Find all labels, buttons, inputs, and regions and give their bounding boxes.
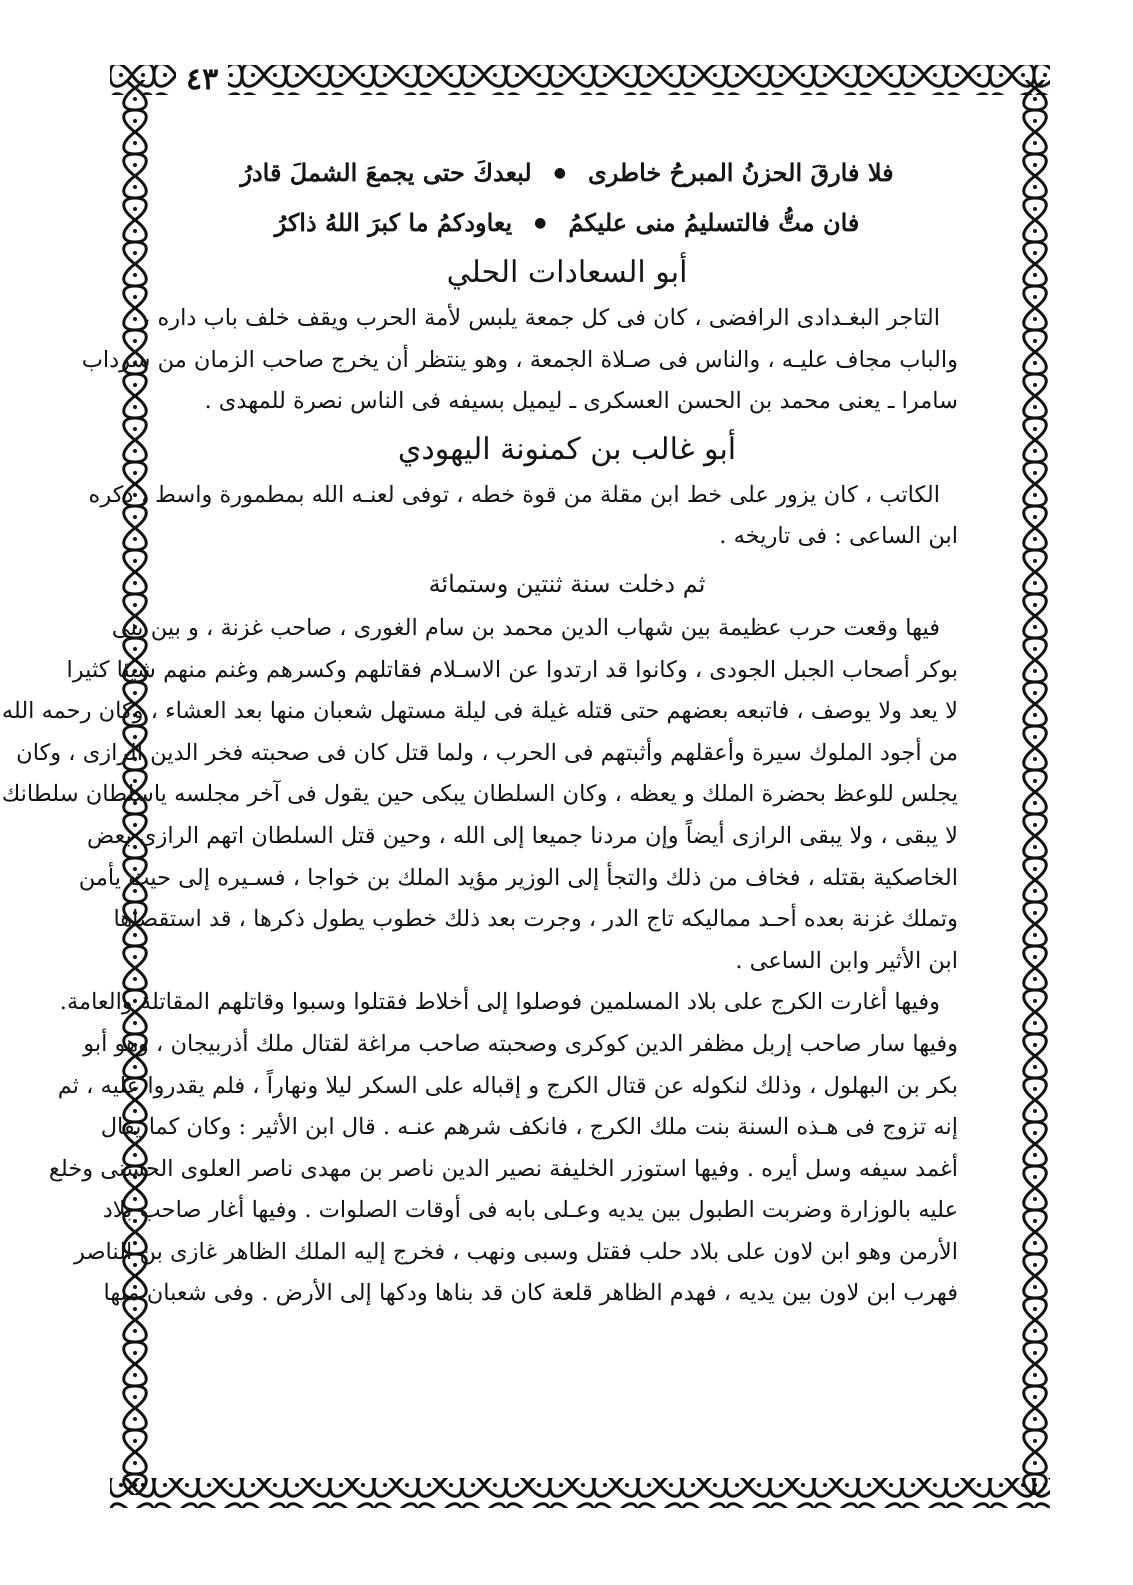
biography-paragraph [81, 298, 958, 423]
text-line: إنه تزوج فى هـذه السنة بنت ملك الكرج ، فانكف شرهم عنـه . قال ابن الأثير : وكان كما يقال [100, 1114, 958, 1141]
verse-first-hemistich: فلا فارقَ الحزنُ المبرحُ خاطرى [587, 158, 894, 187]
verse-separator: ● [534, 215, 547, 231]
text-line: والباب مجاف عليـه ، والناس فى صـلاة الجمعة ، وهو ينتظر أن يخرج صاحب الزمان من سرداب [81, 346, 958, 373]
text-line: فهرب ابن لاون بين يديه ، فهدم الظاهر قلعة كان قد بناها ودكها إلى الأرض . وفى شعبان منها [103, 1280, 958, 1307]
text-line: بوكر أصحاب الجبل الجودى ، وكانوا قد ارتدوا عن الاسـلام فقاتلهم وكسرهم وغنم منهم شيئا كثيرا [66, 656, 958, 683]
text-line: الكاتب ، كان يزور على خط ابن مقلة من قوة خطه ، توفى لعنـه الله بمطمورة واسط ، ذكره [88, 481, 940, 508]
text-line: لا يعد ولا يوصف ، فاتبعه بعضهم حتى قتله غيلة فى ليلة مستهل شعبان منها بعد العشاء ، وكان رحمه الله [1, 698, 958, 725]
biography-paragraph [88, 475, 958, 558]
text-line: من أجود الملوك سيرة وأعقلهم وأثبتهم فى الحرب ، ولما قتل كان فى صحبته فخر الدين الرازى ، وكان [16, 739, 958, 766]
text-line: لا يبقى ، ولا يبقى الرازى أيضاً وإن مردنا جميعا إلى الله ، وحين قتل السلطان اتهم الرازى بعض [87, 822, 958, 849]
section-heading: أبو السعادات الحلي [446, 255, 688, 290]
text-line: عليه بالوزارة وضربت الطبول بين يديه وعـلى بابه فى أوقات الصلوات . وفيها أغار صاحب بلاد [102, 1197, 958, 1224]
text-line: الخاصكية بقتله ، فخاف من ذلك والتجأ إلى الوزير مؤيد الملك بن خواجا ، فسـيره إلى حيث يأمن [78, 864, 958, 891]
body-text [1, 608, 958, 1315]
text-line: ابن الساعى : فى تاريخه . [719, 523, 958, 550]
text-line: وفيها سار صاحب إربل مظفر الدين كوكرى وصحبته صاحب مراغة لقتال ملك أذربيجان ، وهو أبو [83, 1030, 958, 1057]
text-line: التاجر البغـدادى الرافضى ، كان فى كل جمعة يلبس لأمة الحرب ويقف خلف باب داره ، [143, 305, 940, 331]
verse-separator: ● [553, 165, 566, 181]
verse-second-hemistich: لبعدكَ حتى يجمعَ الشملَ قادرُ [240, 158, 532, 187]
text-line: بكر بن البهلول ، وذلك لنكوله عن قتال الكرج و إقباله على السكر ليلا ونهاراً ، فلم يقدروا عليه ، ثم [57, 1072, 958, 1099]
section-heading: أبو غالب بن كمنونة اليهودي [397, 431, 737, 467]
verse-second-hemistich: يعاودكمُ ما كبرَ اللهُ ذاكرُ [274, 208, 513, 237]
text-line: سامرا ـ يعنى محمد بن الحسن العسكرى ـ ليميل بسيفه فى الناس نصرة للمهدى . [204, 388, 958, 415]
text-line: فيها وقعت حرب عظيمة بين شهاب الدين محمد بن سام الغورى ، صاحب غزنة ، و بين بنى [111, 614, 940, 641]
page-number: ٤٣ [176, 60, 228, 100]
year-heading: ثم دخلت سنة ثنتين وستمائة [428, 569, 706, 598]
verse-first-hemistich: فان متُّ فالتسليمُ منى عليكمُ [568, 208, 860, 237]
poem-verse [176, 148, 958, 198]
text-line: وفيها أغارت الكرج على بلاد المسلمين فوصلوا إلى أخلاط فقتلوا وسبوا وقاتلهم المقاتلة والعامة. [59, 989, 940, 1016]
text-line: الأرمن وهو ابن لاون على بلاد حلب فقتل وسبى ونهب ، فخرج إليه الملك الظاهر غازى بن الناصر [74, 1238, 958, 1265]
text-line: ابن الأثير وابن الساعى . [735, 947, 958, 974]
text-line: أغمد سيفه وسل أيره . وفيها استوزر الخليفة نصير الدين ناصر بن مهدى ناصر العلوى الحسنى وخلع [48, 1155, 958, 1182]
poem-verse [176, 198, 958, 248]
text-line: يجلس للوعظ بحضرة الملك و يعظه ، وكان السلطان يبكى حين يقول فى آخر مجلسه ياسلطان سلطانك [1, 781, 958, 808]
text-line: وتملك غزنة بعده أحـد مماليكه تاج الدر ، وجرت بعد ذلك خطوب يطول ذكرها ، قد استقصاها [113, 906, 958, 933]
page-content [1, 148, 958, 1317]
